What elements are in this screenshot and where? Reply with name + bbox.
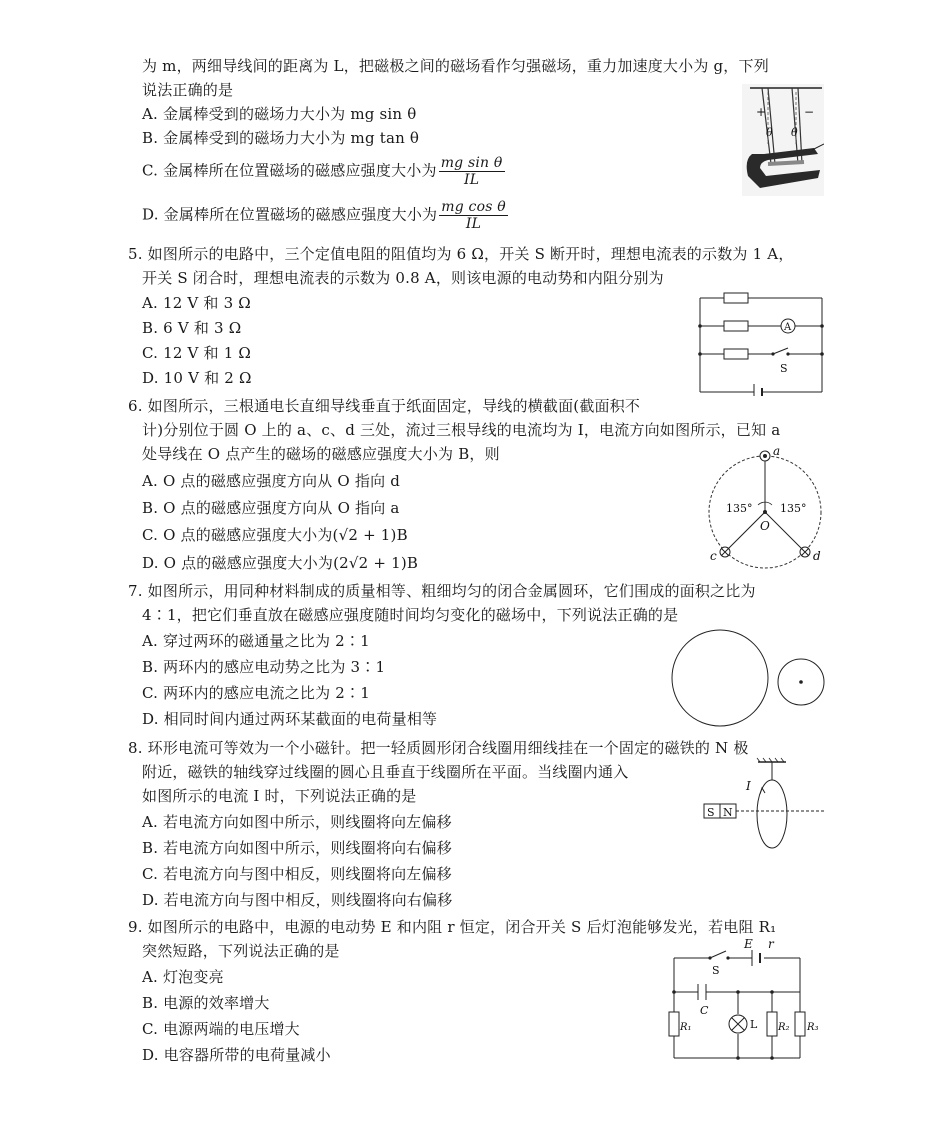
q7-small-ring-center: [799, 680, 803, 684]
q5-option-a: A. 12 V 和 3 Ω: [142, 294, 251, 312]
q4-magnet-figure: [742, 84, 824, 196]
q5-circuit-figure: [696, 288, 826, 396]
q4-option-d-denominator: IL: [465, 216, 482, 232]
q9-r3-label: R₃: [807, 1022, 819, 1033]
q7-line1: 7. 如图所示，用同种材料制成的质量相等、粗细均匀的闭合金属圆环，它们围成的面积之比为: [128, 582, 756, 600]
q5-resistor-bottom: [724, 349, 748, 359]
q5-switch-blade: [773, 348, 788, 354]
q7-option-b: B. 两环内的感应电动势之比为 3∶1: [142, 658, 386, 676]
q8-option-b: B. 若电流方向如图中所示，则线圈将向右偏移: [142, 839, 452, 857]
q5-resistor-top: [724, 293, 748, 303]
q6-circle-figure: [700, 440, 830, 570]
q8-option-a: A. 若电流方向如图中所示，则线圈将向左偏移: [142, 813, 452, 831]
q7-option-a: A. 穿过两环的磁通量之比为 2∶1: [142, 632, 370, 650]
q7-option-c: C. 两环内的感应电流之比为 2∶1: [142, 684, 370, 702]
q9-line1: 9. 如图所示的电路中，电源的电动势 E 和内阻 r 恒定，闭合开关 S 后灯泡能够发光，若电阻 R₁: [128, 918, 777, 936]
q8-label-s: S: [707, 806, 715, 819]
q6-label-a: a: [773, 444, 781, 458]
q9-node-3: [770, 990, 774, 994]
q4-option-b: B. 金属棒受到的磁场力大小为 mg tan θ: [142, 129, 420, 147]
q7-line2: 4∶1，把它们垂直放在磁感应强度随时间均匀变化的磁场中，下列说法正确的是: [142, 606, 679, 624]
q9-switch-label: S: [712, 964, 720, 977]
q9-node-2: [736, 990, 740, 994]
q4-option-d-numerator: mg cos θ: [441, 199, 506, 215]
q9-emf-label: E: [744, 938, 753, 951]
q8-option-c: C. 若电流方向与图中相反，则线圈将向左偏移: [142, 865, 452, 883]
q7-option-d: D. 相同时间内通过两环某截面的电荷量相等: [142, 710, 438, 728]
q4-option-c: [142, 155, 505, 188]
q5-line2: 开关 S 闭合时，理想电流表的示数为 0.8 A，则该电源的电动势和内阻分别为: [142, 269, 664, 287]
q4-option-c-fraction: [439, 155, 505, 188]
q9-internal-resistance-label: r: [768, 938, 774, 951]
q9-resistor-r3: [795, 1012, 805, 1036]
q9-line2: 突然短路，下列说法正确的是: [142, 942, 340, 960]
q8-option-d: D. 若电流方向与图中相反，则线圈将向右偏移: [142, 891, 453, 909]
q4-option-c-numerator: mg sin θ: [440, 155, 503, 171]
q4-option-d: [142, 199, 508, 232]
q8-line3: 如图所示的电流 I 时，下列说法正确的是: [142, 787, 417, 805]
q8-current-arrow: [760, 788, 765, 794]
q6-center-point: [763, 510, 767, 514]
q6-option-d: D. O 点的磁感应强度大小为(2√2 + 1)B: [142, 554, 419, 572]
q5-option-c: C. 12 V 和 1 Ω: [142, 344, 252, 362]
q4-metal-rod: [768, 162, 804, 164]
q8-label-n: N: [723, 806, 733, 819]
q5-ammeter-label: A: [784, 322, 792, 333]
q4-option-c-denominator: IL: [464, 172, 480, 188]
q6-angle-right: 135°: [780, 502, 807, 515]
q7-rings-figure: [664, 628, 834, 728]
q5-option-b: B. 6 V 和 3 Ω: [142, 319, 242, 337]
q6-radius-d: [765, 512, 805, 552]
q6-radius-c: [725, 512, 765, 552]
q5-node-left-2: [698, 352, 702, 356]
q4-theta-right: θ: [791, 126, 798, 139]
q6-label-d: d: [813, 549, 821, 563]
q4-option-d-fraction: [439, 199, 508, 232]
q4-option-d-text: D. 金属棒所在位置磁场的磁感应强度大小为: [142, 205, 438, 224]
q9-node-1: [672, 990, 676, 994]
q5-resistor-middle: [724, 321, 748, 331]
q6-angle-left: 135°: [726, 502, 753, 515]
q9-r2-label: R₂: [778, 1022, 790, 1033]
q4-option-a: A. 金属棒受到的磁场力大小为 mg sin θ: [142, 105, 417, 123]
q9-capacitor-label: C: [700, 1004, 709, 1017]
q9-circuit-figure: [664, 938, 834, 1068]
q6-label-c: c: [710, 549, 717, 563]
q9-r1-label: R₁: [680, 1022, 692, 1033]
q9-option-c: C. 电源两端的电压增大: [142, 1020, 300, 1038]
q9-node-4: [736, 1056, 740, 1060]
q8-line1: 8. 环形电流可等效为一个小磁针。把一轻质圆形闭合线圈用细线挂在一个固定的磁铁的 N 极: [128, 739, 749, 757]
q6-option-a: A. O 点的磁感应强度方向从 O 指向 d: [142, 472, 401, 490]
q6-option-b: B. O 点的磁感应强度方向从 O 指向 a: [142, 499, 400, 517]
q6-option-c: C. O 点的磁感应强度大小为(√2 + 1)B: [142, 526, 408, 544]
q9-resistor-r1: [669, 1012, 679, 1036]
q4-plus-sign: +: [756, 105, 767, 119]
q9-option-b: B. 电源的效率增大: [142, 994, 270, 1012]
q8-current-label: I: [746, 779, 751, 793]
q6-line1: 6. 如图所示，三根通电长直细导线垂直于纸面固定，导线的横截面(截面积不: [128, 397, 641, 415]
q4-line1: 为 m，两细导线间的距离为 L，把磁极之间的磁场看作匀强磁场，重力加速度大小为 g，下列: [142, 57, 769, 75]
q5-node-right-1: [820, 324, 824, 328]
q9-switch-contact: [726, 956, 729, 959]
q5-node-right-2: [820, 352, 824, 356]
q9-option-d: D. 电容器所带的电荷量减小: [142, 1046, 331, 1064]
q4-option-c-text: C. 金属棒所在位置磁场的磁感应强度大小为: [142, 161, 437, 180]
q6-label-o: O: [760, 519, 770, 533]
q6-line2: 计)分别位于圆 O 上的 a、c、d 三处，流过三根导线的电流均为 I，电流方向如图所示，已知 a: [142, 421, 781, 439]
q6-line3: 处导线在 O 点产生的磁场的磁感应强度大小为 B，则: [142, 445, 500, 463]
q8-line2: 附近，磁铁的轴线穿过线圈的圆心且垂直于线圈所在平面。当线圈内通入: [142, 763, 629, 781]
q5-line1: 5. 如图所示的电路中，三个定值电阻的阻值均为 6 Ω，开关 S 断开时，理想电流表的示数为 1 A，: [128, 245, 794, 263]
q7-large-ring: [672, 630, 768, 726]
q6-wire-a-dot: [763, 454, 767, 458]
q9-lamp-label: L: [750, 1018, 758, 1031]
q4-line2: 说法正确的是: [142, 81, 234, 99]
q4-theta-left: θ: [766, 126, 773, 139]
q9-resistor-r2: [767, 1012, 777, 1036]
q9-switch-blade: [710, 951, 726, 958]
q5-switch-label: S: [780, 362, 788, 375]
q8-coil-figure: [700, 756, 830, 876]
q4-minus-sign: −: [804, 105, 815, 119]
q5-switch-contact: [786, 352, 789, 355]
q9-node-5: [770, 1056, 774, 1060]
q9-option-a: A. 灯泡变亮: [142, 968, 224, 986]
q5-node-left-1: [698, 324, 702, 328]
q5-option-d: D. 10 V 和 2 Ω: [142, 369, 252, 387]
